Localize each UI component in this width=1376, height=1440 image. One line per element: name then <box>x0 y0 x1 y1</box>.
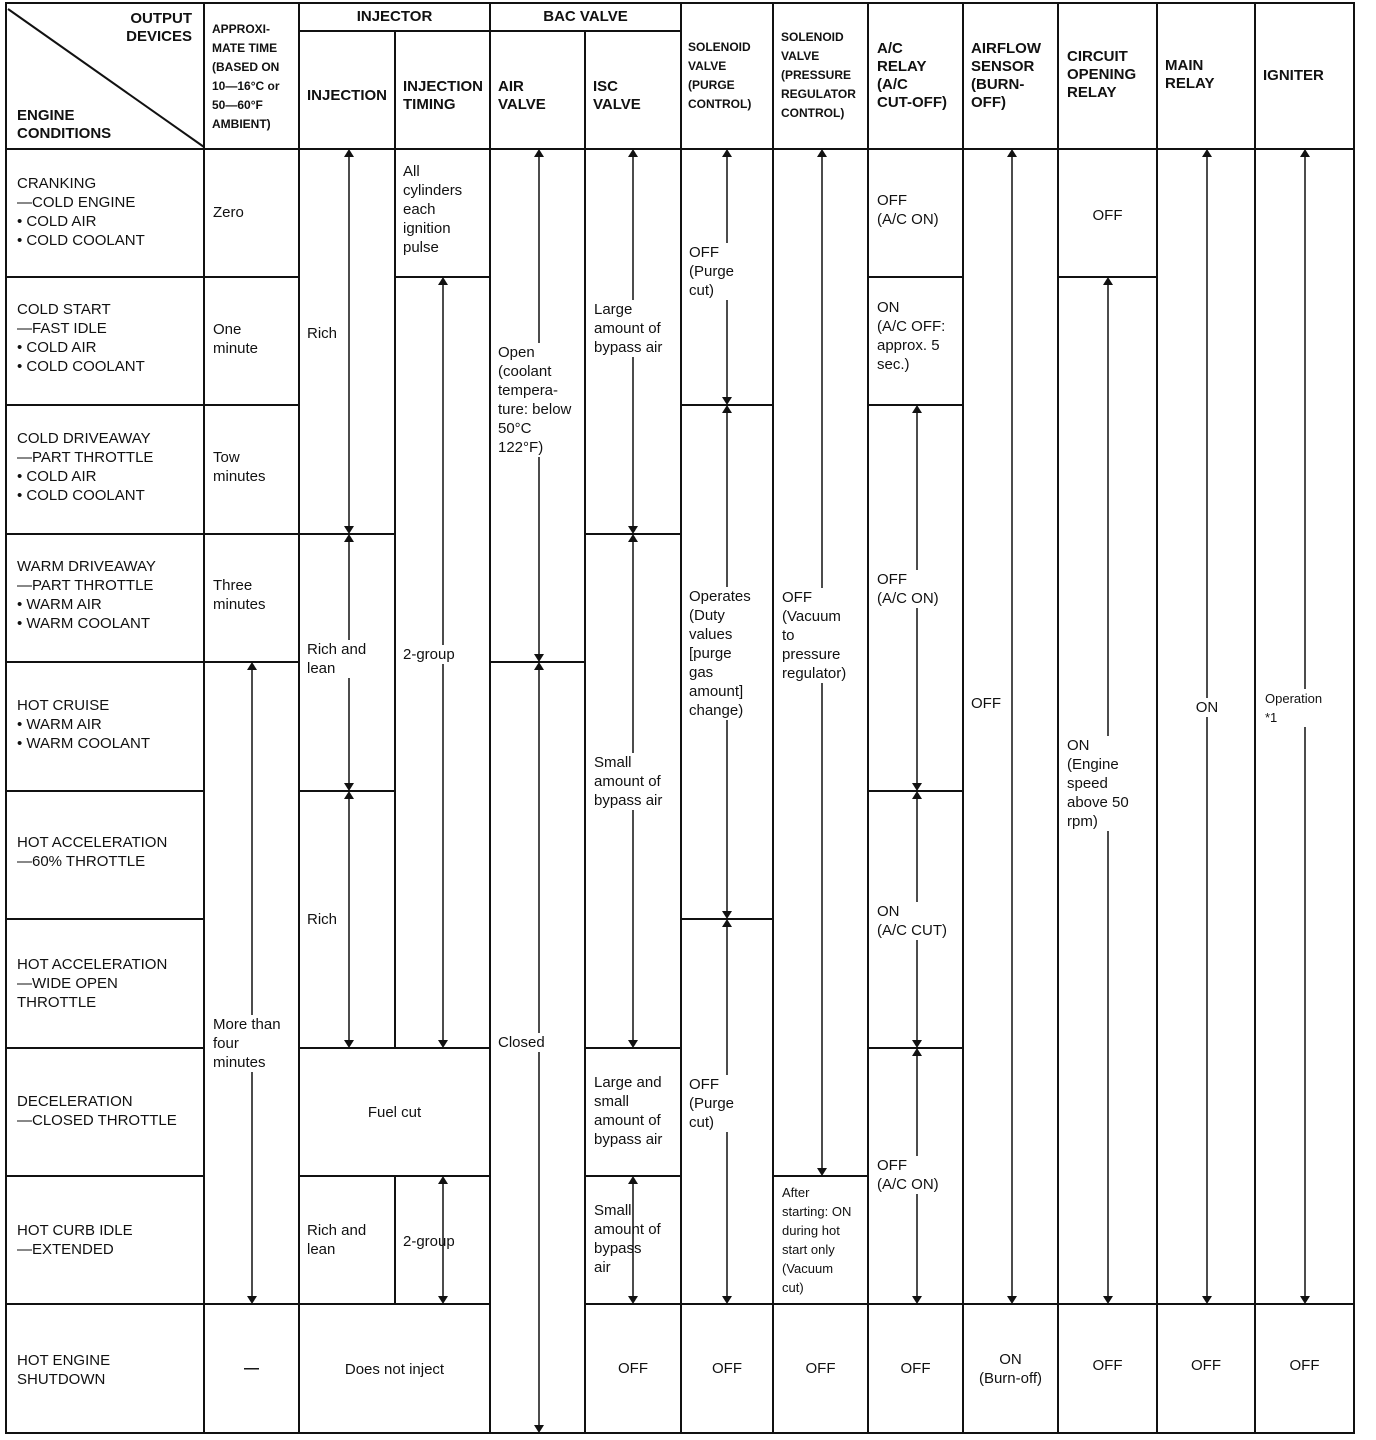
isc-small: Small amount of bypass air <box>594 754 663 809</box>
solenoid-pressure-header: SOLENOID VALVE (PRESSURE REGULATOR CONTROL) <box>781 30 856 120</box>
circuit-opening-relay-header: CIRCUIT OPENING RELAY <box>1067 48 1137 101</box>
pressure-after-starting: After starting: ON during hot start only (Vacuum cut) <box>782 1185 852 1295</box>
ac-off-ac-on-warm: OFF (A/C ON) <box>877 571 939 607</box>
pressure-off-vacuum: OFF (Vacuum to pressure regulator) <box>782 589 847 682</box>
ac-on-ac-cut: ON (A/C CUT) <box>877 903 947 939</box>
time-shutdown: — <box>244 1360 259 1377</box>
isc-large-small: Large and small amount of bypass air <box>594 1074 663 1148</box>
airflow-off: OFF <box>971 695 1001 712</box>
injection-rich-accel: Rich <box>307 911 338 928</box>
approx-time-header: APPROXI- MATE TIME (BASED ON 10—16°C or 50—60°F AMBIENT) <box>212 22 280 131</box>
purge-off: OFF <box>712 1360 742 1377</box>
injection-rich-lean: Rich and lean <box>307 641 367 677</box>
condition-cranking: CRANKING —COLD ENGINE • COLD AIR • COLD COOLANT <box>17 175 145 249</box>
main-relay-on: ON <box>1182 698 1232 717</box>
time-more-than-four: More than four minutes <box>213 1016 281 1071</box>
main-relay-header: MAIN RELAY <box>1165 57 1215 92</box>
igniter-header: IGNITER <box>1263 67 1324 84</box>
air-valve-header: AIR VALVE <box>498 78 546 113</box>
timing-two-group-idle: 2-group <box>403 1233 455 1250</box>
bac-valve-header: BAC VALVE <box>543 8 628 25</box>
isc-large: Large amount of bypass air <box>594 301 663 356</box>
time-zero: Zero <box>213 204 244 221</box>
time-one-minute: One minute <box>213 321 259 357</box>
condition-hot-shutdown: HOT ENGINE SHUTDOWN <box>17 1352 111 1388</box>
ac-off-ac-on-decel: OFF (A/C ON) <box>877 1157 939 1193</box>
ac-off: OFF <box>900 1360 931 1377</box>
injection-does-not-inject: Does not inject <box>344 1361 445 1378</box>
airflow-sensor-header: AIRFLOW SENSOR (BURN- OFF) <box>971 40 1041 111</box>
injector-group-header: INJECTOR <box>356 8 433 25</box>
condition-cold-driveaway: COLD DRIVEAWAY —PART THROTTLE • COLD AIR • COLD COOLANT <box>17 430 154 504</box>
air-valve-closed: Closed <box>498 1034 545 1051</box>
injection-header: INJECTION <box>307 87 388 104</box>
main-relay-off: OFF <box>1191 1357 1221 1374</box>
injection-rich: Rich <box>307 325 338 342</box>
igniter-operation: Operation *1 <box>1265 691 1323 725</box>
condition-hot-accel-wot: HOT ACCELERATION —WIDE OPEN THROTTLE <box>17 956 168 1011</box>
air-valve-open: Open (coolant tempera- ture: below 50°C 122°F) <box>498 344 572 456</box>
timing-all-cylinders: All cylinders each ignition pulse <box>403 163 463 256</box>
condition-hot-curb-idle: HOT CURB IDLE —EXTENDED <box>17 1222 133 1258</box>
circuit-off: OFF <box>1092 1357 1123 1374</box>
ac-off-ac-on: OFF (A/C ON) <box>877 192 939 228</box>
purge-off-cut-decel: OFF (Purge cut) <box>689 1076 735 1131</box>
solenoid-purge-header: SOLENOID VALVE (PURGE CONTROL) <box>688 40 752 111</box>
ac-relay-header: A/C RELAY (A/C CUT-OFF) <box>877 40 947 111</box>
isc-valve-header: ISC VALVE <box>593 78 641 113</box>
condition-hot-cruise: HOT CRUISE • WARM AIR • WARM COOLANT <box>17 697 151 752</box>
condition-hot-accel-60: HOT ACCELERATION —60% THROTTLE <box>17 834 168 870</box>
circuit-off-cranking: OFF <box>1092 207 1123 224</box>
purge-off-cut: OFF (Purge cut) <box>689 244 735 299</box>
injection-fuel-cut: Fuel cut <box>367 1104 422 1121</box>
injection-timing-header: INJECTION TIMING <box>403 78 484 113</box>
corner-engine-label: ENGINE CONDITIONS <box>17 107 112 142</box>
purge-operates: Operates (Duty values [purge gas amount] change) <box>689 588 751 719</box>
time-two-minutes: Tow minutes <box>213 449 266 485</box>
isc-small-idle: Small amount of bypass air <box>594 1202 661 1276</box>
condition-warm-driveaway: WARM DRIVEAWAY —PART THROTTLE • WARM AIR • WARM COOLANT <box>17 558 156 632</box>
time-three-minutes: Three minutes <box>213 577 266 613</box>
timing-two-group: 2-group <box>403 646 455 663</box>
airflow-on-burn-off: ON (Burn-off) <box>978 1351 1043 1387</box>
isc-off: OFF <box>618 1360 648 1377</box>
injection-rich-lean-idle: Rich and lean <box>307 1222 367 1258</box>
condition-cold-start: COLD START —FAST IDLE • COLD AIR • COLD COOLANT <box>17 301 145 375</box>
corner-output-label: OUTPUT DEVICES <box>126 10 192 45</box>
igniter-off: OFF <box>1289 1357 1320 1374</box>
pressure-off: OFF <box>805 1360 836 1377</box>
circuit-on-engine-speed: ON (Engine speed above 50 rpm) <box>1067 737 1129 830</box>
condition-deceleration: DECELERATION —CLOSED THROTTLE <box>17 1093 177 1129</box>
ac-on-ac-off: ON (A/C OFF: approx. 5 sec.) <box>877 299 946 373</box>
